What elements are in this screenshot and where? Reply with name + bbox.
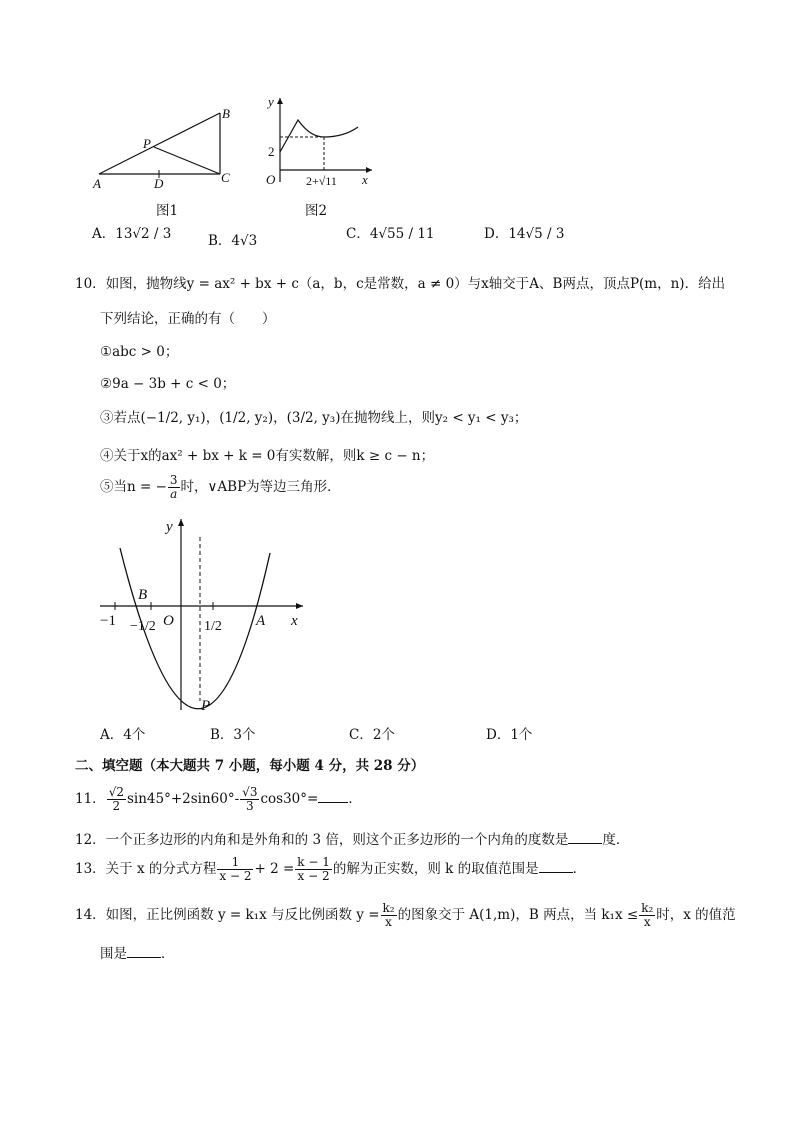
q10-parabola-graph — [96, 515, 311, 715]
q10-graph-label-b: B — [138, 587, 148, 603]
fig1-label-d: D — [154, 176, 164, 191]
fig2-label-o: O — [266, 172, 276, 187]
q10-graph-label-half: 1/2 — [204, 619, 222, 634]
q12: 12．一个正多边形的内角和是外角和的 3 倍，则这个正多边形的一个内角的度数是 度． — [75, 832, 630, 848]
fig1-label-a: A — [93, 176, 101, 191]
q10-graph-label-a: A — [256, 613, 266, 629]
fig1-caption: 图1 — [156, 203, 179, 219]
q10-graph-label-p: P — [201, 698, 211, 714]
q10-statement-2: ②9a − 3b + c < 0； — [100, 376, 236, 392]
q14-line1: 14．如图，正比例函数 y = k₁x 与反比例函数 y = $\frac{\text{k₂}}{x}$ 的图象交于 A(1,m)，B 两点，当 k₁x ≤ $\frac{\text{k₂}}{x}$ 时，x 的值范 — [75, 901, 736, 929]
q10-statement-5: ⑤当n = − $\frac{3}{a}$ 时，∨ABP为等边三角形． — [100, 473, 341, 501]
section-2-title: 二、填空题（本大题共 7 小题，每小题 4 分，共 28 分） — [75, 758, 425, 774]
fig1-label-p: P — [143, 136, 151, 151]
q10-graph-label-neg1: −1 — [100, 613, 116, 629]
q9-option-d[interactable]: D．14√5 / 3 — [484, 226, 565, 242]
q13-answer-blank[interactable] — [539, 872, 573, 873]
q10-graph-label-y: y — [166, 519, 173, 535]
fig2-label-xmark: 2+√11 — [306, 174, 337, 188]
q11: 11． $\frac{√2}{2}$ sin45°+2sin60°- $\frac{√3}{3}$ cos30°= ． — [75, 785, 362, 813]
q10-statement-4: ④关于x的ax² + bx + k = 0有实数解，则k ≥ c − n； — [100, 448, 435, 464]
fig2-label-2: 2 — [268, 144, 275, 159]
q10-stem-line1: 10．如图，抛物线y = ax² + bx + c（a，b，c是常数，a ≠ 0）与x轴交于A、B两点，顶点P(m，n)．给出 — [75, 276, 726, 292]
figure-1-triangle — [88, 100, 248, 195]
q9-option-b[interactable]: B．4√3 — [208, 233, 258, 249]
q9-option-c[interactable]: C．4√55 / 11 — [346, 226, 435, 242]
q10-statement-1: ①abc > 0； — [100, 344, 179, 360]
fig2-label-x: x — [362, 172, 368, 187]
q13: 13．关于 x 的分式方程 $\frac{1}{x - 2}$ + 2 = $\frac{k - 1}{x - 2}$ 的解为正实数，则 k 的取值范围是 ． — [75, 855, 587, 883]
q11-answer-blank[interactable] — [318, 802, 348, 803]
figure-2-graph — [258, 92, 378, 192]
fig1-label-c: C — [221, 170, 230, 185]
q10-stem-line2: 下列结论，正确的有（ ） — [100, 311, 276, 327]
q12-answer-blank[interactable] — [568, 843, 602, 844]
fig1-label-b: B — [222, 106, 230, 121]
q10-statement-3: ③若点(−1/2, y₁)，(1/2, y₂)，(3/2, y₃)在抛物线上，则y₂ < y₁ < y₃； — [100, 410, 528, 426]
q10-option-c[interactable]: C．2个 — [349, 727, 395, 743]
q10-graph-label-o: O — [163, 613, 174, 629]
q10-graph-label-x: x — [291, 613, 298, 629]
q9-option-a[interactable]: A．13√2 / 3 — [92, 226, 172, 242]
q10-graph-label-neg-half: −1/2 — [130, 619, 156, 634]
q10-option-d[interactable]: D．1个 — [486, 727, 533, 743]
fig2-caption: 图2 — [305, 203, 328, 219]
q10-option-a[interactable]: A．4个 — [100, 727, 146, 743]
fig2-label-y: y — [268, 94, 274, 109]
q14-answer-blank[interactable] — [127, 957, 161, 958]
q10-option-b[interactable]: B．3个 — [210, 727, 256, 743]
q14-line2: 围是 ． — [100, 946, 175, 962]
